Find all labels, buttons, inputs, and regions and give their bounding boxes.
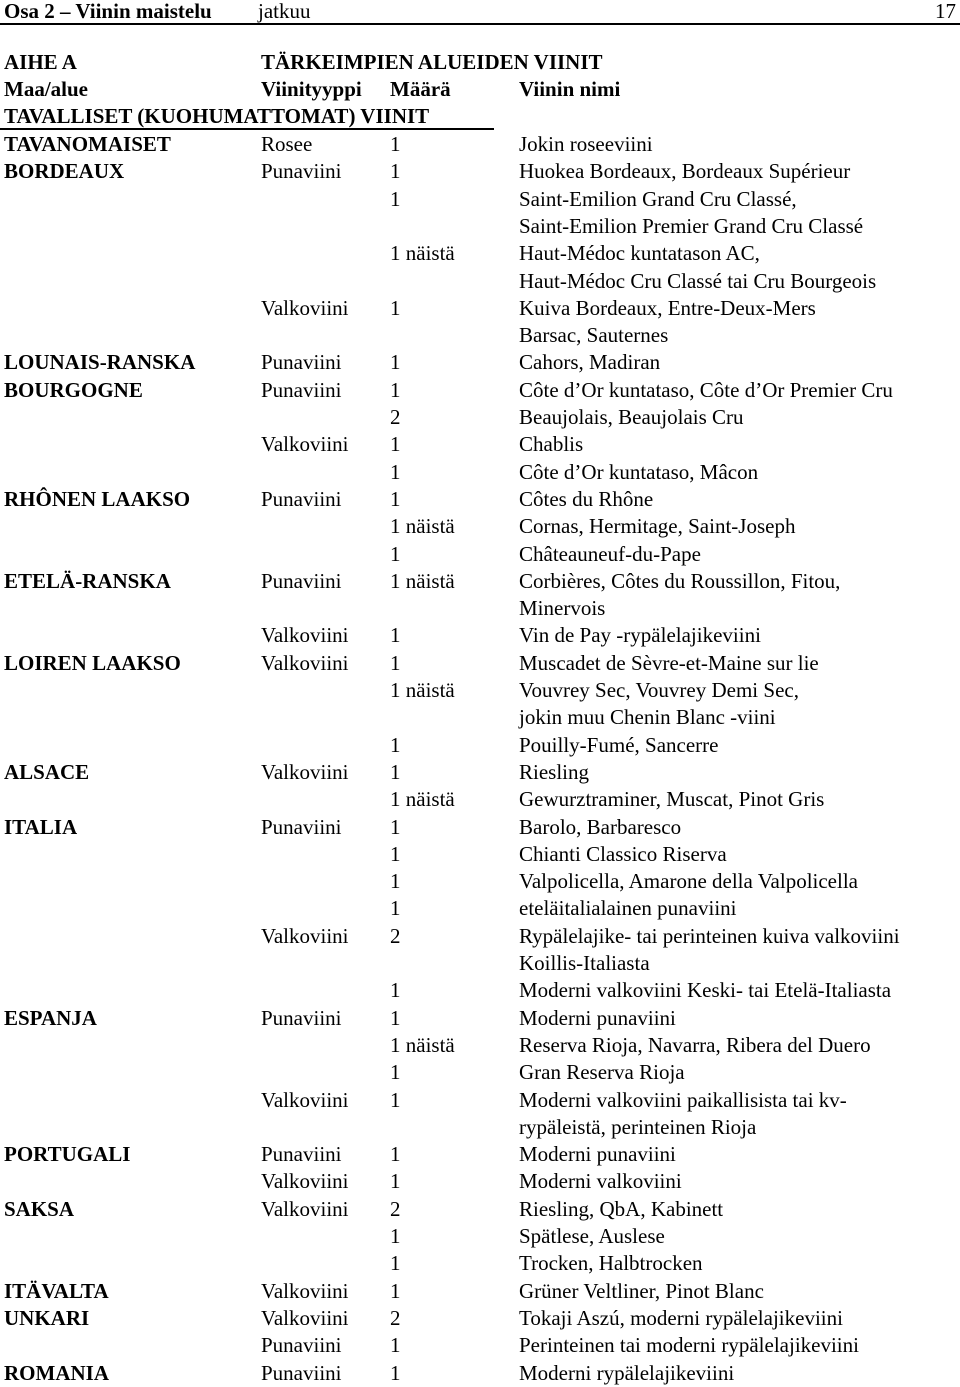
table-row bbox=[0, 650, 960, 677]
table-row bbox=[0, 923, 960, 950]
region-cell: ETELÄ-RANSKA bbox=[4, 568, 171, 593]
wine-name-cell: Tokaji Aszú, moderni rypälelajikeviini bbox=[519, 1305, 843, 1330]
quantity-cell: 1 bbox=[390, 623, 401, 648]
table-row bbox=[0, 1059, 960, 1086]
wine-name-cell: Perinteinen tai moderni rypälelajikeviini bbox=[519, 1333, 859, 1358]
region-cell: ROMANIA bbox=[4, 1360, 109, 1385]
wine-name-cell: Rypälelajike- tai perinteinen kuiva valkoviini bbox=[519, 923, 900, 948]
quantity-cell: 1 bbox=[390, 486, 401, 511]
quantity-cell: 1 bbox=[390, 841, 401, 866]
table-row bbox=[0, 213, 960, 240]
table-row bbox=[0, 513, 960, 540]
quantity-cell: 2 bbox=[390, 1196, 401, 1221]
table-row bbox=[0, 814, 960, 841]
table-row bbox=[0, 322, 960, 349]
wine-type-cell: Punaviini bbox=[261, 159, 342, 184]
wine-type-cell: Valkoviini bbox=[261, 1305, 349, 1330]
wine-name-cell: Muscadet de Sèvre-et-Maine sur lie bbox=[519, 650, 819, 675]
wine-type-cell: Valkoviini bbox=[261, 650, 349, 675]
continued-label: jatkuu bbox=[258, 0, 311, 23]
table-row bbox=[0, 895, 960, 922]
wine-name-cell: Cahors, Madiran bbox=[519, 350, 661, 375]
wine-name-cell: rypäleistä, perinteinen Rioja bbox=[519, 1114, 757, 1139]
table-row bbox=[0, 1278, 960, 1305]
quantity-cell: 1 bbox=[390, 377, 401, 402]
table-row bbox=[0, 268, 960, 295]
category-heading bbox=[0, 103, 494, 130]
wine-name-cell: Moderni valkoviini bbox=[519, 1169, 682, 1194]
wine-name-cell: Gran Reserva Rioja bbox=[519, 1060, 685, 1085]
table-row bbox=[0, 349, 960, 376]
wine-name-cell: Barolo, Barbaresco bbox=[519, 814, 682, 839]
quantity-cell: 1 bbox=[390, 814, 401, 839]
table-row bbox=[0, 622, 960, 649]
wine-name-cell: eteläitalialainen punaviini bbox=[519, 896, 737, 921]
wine-name-cell: Cornas, Hermitage, Saint-Joseph bbox=[519, 514, 796, 539]
wine-type-cell: Valkoviini bbox=[261, 295, 349, 320]
wine-name-cell: Côte d’Or kuntataso, Côte d’Or Premier Cru bbox=[519, 377, 893, 402]
table-row bbox=[0, 759, 960, 786]
table-row bbox=[0, 1196, 960, 1223]
quantity-cell: 1 bbox=[390, 1169, 401, 1194]
region-cell: LOUNAIS-RANSKA bbox=[4, 350, 196, 375]
topic-label: AIHE A bbox=[4, 50, 77, 74]
wine-name-cell: Côte d’Or kuntataso, Mâcon bbox=[519, 459, 759, 484]
wine-type-cell: Punaviini bbox=[261, 350, 342, 375]
quantity-cell: 1 bbox=[390, 1278, 401, 1303]
wine-type-cell: Valkoviini bbox=[261, 1196, 349, 1221]
wine-type-cell: Rosee bbox=[261, 132, 313, 156]
quantity-cell: 1 bbox=[390, 432, 401, 457]
wine-name-cell: Haut-Médoc kuntatason AC, bbox=[519, 241, 760, 266]
quantity-cell: 1 bbox=[390, 159, 401, 184]
quantity-cell: 1 näistä bbox=[390, 678, 455, 702]
region-cell: ALSACE bbox=[4, 759, 90, 784]
wine-name-cell: Beaujolais, Beaujolais Cru bbox=[519, 405, 744, 429]
table-row bbox=[0, 1168, 960, 1195]
column-header-row bbox=[0, 76, 960, 103]
region-cell: BOURGOGNE bbox=[4, 377, 143, 402]
wine-name-cell: Moderni valkoviini Keski- tai Etelä-Italiasta bbox=[519, 978, 892, 1003]
quantity-cell: 1 bbox=[390, 869, 401, 894]
column-header-region: Maa/alue bbox=[4, 77, 88, 101]
quantity-cell: 1 bbox=[390, 1005, 401, 1030]
table-row bbox=[0, 732, 960, 759]
table-row bbox=[0, 1114, 960, 1141]
region-cell: BORDEAUX bbox=[4, 159, 125, 184]
region-cell: UNKARI bbox=[4, 1305, 90, 1330]
wine-type-cell: Valkoviini bbox=[261, 759, 349, 784]
wine-type-cell: Valkoviini bbox=[261, 432, 349, 457]
table-row bbox=[0, 404, 960, 431]
quantity-cell: 1 bbox=[390, 350, 401, 375]
wine-type-cell: Punaviini bbox=[261, 377, 342, 402]
quantity-cell: 1 bbox=[390, 732, 401, 757]
wine-name-cell: Riesling, QbA, Kabinett bbox=[519, 1196, 724, 1221]
quantity-cell: 2 bbox=[390, 1305, 401, 1330]
wine-name-cell: Châteauneuf-du-Pape bbox=[519, 541, 701, 566]
table-title-row bbox=[0, 49, 960, 76]
wine-name-cell: Riesling bbox=[519, 759, 590, 784]
quantity-cell: 1 näistä bbox=[390, 1032, 455, 1057]
wine-type-cell: Valkoviini bbox=[261, 1278, 349, 1303]
table-row bbox=[0, 841, 960, 868]
table-row bbox=[0, 486, 960, 513]
table-row bbox=[0, 240, 960, 267]
table-row bbox=[0, 1087, 960, 1114]
quantity-cell: 1 bbox=[390, 896, 401, 921]
quantity-cell: 1 bbox=[390, 186, 401, 211]
wine-name-cell: Gewurztraminer, Muscat, Pinot Gris bbox=[519, 787, 825, 812]
wine-type-cell: Punaviini bbox=[261, 486, 342, 511]
wine-type-cell: Punaviini bbox=[261, 1360, 342, 1385]
column-header-wine-name: Viinin nimi bbox=[519, 77, 621, 101]
table-row bbox=[0, 704, 960, 731]
quantity-cell: 2 bbox=[390, 923, 401, 948]
wine-name-cell: Chianti Classico Riserva bbox=[519, 841, 727, 866]
page-header bbox=[0, 0, 960, 25]
table-row bbox=[0, 1032, 960, 1059]
table-row bbox=[0, 295, 960, 322]
wine-name-cell: Trocken, Halbtrocken bbox=[519, 1251, 703, 1276]
quantity-cell: 1 bbox=[390, 1333, 401, 1358]
section-title: Osa 2 – Viinin maistelu bbox=[4, 0, 212, 23]
wine-name-cell: Saint-Emilion Premier Grand Cru Classé bbox=[519, 213, 864, 238]
column-header-type: Viinityyppi bbox=[261, 77, 362, 101]
table-row bbox=[0, 1250, 960, 1277]
wine-type-cell: Valkoviini bbox=[261, 623, 349, 648]
region-cell: PORTUGALI bbox=[4, 1142, 131, 1167]
quantity-cell: 1 näistä bbox=[390, 568, 455, 593]
quantity-cell: 1 bbox=[390, 1360, 401, 1385]
quantity-cell: 1 bbox=[390, 650, 401, 675]
table-row bbox=[0, 1332, 960, 1359]
table-row bbox=[0, 431, 960, 458]
quantity-cell: 2 bbox=[390, 405, 401, 429]
quantity-cell: 1 bbox=[390, 1251, 401, 1276]
quantity-cell: 1 bbox=[390, 759, 401, 784]
wine-type-cell: Valkoviini bbox=[261, 923, 349, 948]
quantity-cell: 1 bbox=[390, 1224, 401, 1248]
wine-name-cell: jokin muu Chenin Blanc -viini bbox=[519, 705, 776, 730]
quantity-cell: 1 bbox=[390, 459, 401, 484]
wine-name-cell: Saint-Emilion Grand Cru Classé, bbox=[519, 186, 797, 211]
table-row bbox=[0, 868, 960, 895]
quantity-cell: 1 bbox=[390, 1060, 401, 1085]
category-label: TAVALLISET (KUOHUMATTOMAT) VIINIT bbox=[4, 104, 430, 128]
table-title: TÄRKEIMPIEN ALUEIDEN VIINIT bbox=[261, 50, 603, 74]
region-cell: ESPANJA bbox=[4, 1005, 97, 1030]
quantity-cell: 1 bbox=[390, 541, 401, 566]
table-row bbox=[0, 541, 960, 568]
quantity-cell: 1 näistä bbox=[390, 241, 455, 266]
wine-name-cell: Jokin roseeviini bbox=[519, 132, 653, 156]
wine-name-cell: Moderni rypälelajikeviini bbox=[519, 1360, 735, 1385]
quantity-cell: 1 näistä bbox=[390, 514, 455, 539]
wine-name-cell: Haut-Médoc Cru Classé tai Cru Bourgeois bbox=[519, 268, 877, 293]
wine-name-cell: Barsac, Sauternes bbox=[519, 323, 669, 348]
table-row bbox=[0, 1141, 960, 1168]
table-row bbox=[0, 1305, 960, 1332]
wine-name-cell: Grüner Veltliner, Pinot Blanc bbox=[519, 1278, 764, 1303]
wine-name-cell: Kuiva Bordeaux, Entre-Deux-Mers bbox=[519, 295, 816, 320]
table-row bbox=[0, 377, 960, 404]
quantity-cell: 1 näistä bbox=[390, 787, 455, 812]
wine-name-cell: Chablis bbox=[519, 432, 584, 457]
table-row bbox=[0, 568, 960, 595]
wine-type-cell: Punaviini bbox=[261, 1142, 342, 1167]
quantity-cell: 1 bbox=[390, 1087, 401, 1112]
region-cell: ITÄVALTA bbox=[4, 1278, 109, 1303]
wine-name-cell: Pouilly-Fumé, Sancerre bbox=[519, 732, 719, 757]
region-cell: TAVANOMAISET bbox=[4, 132, 171, 156]
table-row bbox=[0, 1360, 960, 1387]
region-cell: RHÔNEN LAAKSO bbox=[4, 486, 191, 511]
wine-name-cell: Minervois bbox=[519, 596, 606, 621]
wine-type-cell: Valkoviini bbox=[261, 1169, 349, 1194]
wine-name-cell: Moderni valkoviini paikallisista tai kv- bbox=[519, 1087, 847, 1112]
column-header-quantity: Määrä bbox=[390, 77, 451, 101]
wine-name-cell: Vouvrey Sec, Vouvrey Demi Sec, bbox=[519, 678, 799, 702]
wine-name-cell: Valpolicella, Amarone della Valpolicella bbox=[519, 869, 858, 894]
quantity-cell: 1 bbox=[390, 1142, 401, 1167]
table-row bbox=[0, 131, 960, 158]
region-cell: ITALIA bbox=[4, 814, 78, 839]
wine-name-cell: Moderni punaviini bbox=[519, 1005, 676, 1030]
wine-name-cell: Reserva Rioja, Navarra, Ribera del Duero bbox=[519, 1032, 871, 1057]
table-row bbox=[0, 786, 960, 813]
quantity-cell: 1 bbox=[390, 978, 401, 1003]
wine-type-cell: Punaviini bbox=[261, 568, 342, 593]
table-row bbox=[0, 595, 960, 622]
table-row bbox=[0, 1005, 960, 1032]
table-row bbox=[0, 950, 960, 977]
wine-name-cell: Moderni punaviini bbox=[519, 1142, 676, 1167]
wine-type-cell: Punaviini bbox=[261, 814, 342, 839]
region-cell: SAKSA bbox=[4, 1196, 75, 1221]
wine-name-cell: Spätlese, Auslese bbox=[519, 1224, 665, 1248]
quantity-cell: 1 bbox=[390, 295, 401, 320]
wine-name-cell: Corbières, Côtes du Roussillon, Fitou, bbox=[519, 568, 841, 593]
wine-type-cell: Punaviini bbox=[261, 1333, 342, 1358]
table-row bbox=[0, 977, 960, 1004]
page-number: 17 bbox=[935, 0, 956, 23]
table-row bbox=[0, 459, 960, 486]
quantity-cell: 1 bbox=[390, 132, 401, 156]
wine-type-cell: Valkoviini bbox=[261, 1087, 349, 1112]
table-row bbox=[0, 186, 960, 213]
wine-name-cell: Koillis-Italiasta bbox=[519, 951, 650, 975]
table-row bbox=[0, 677, 960, 704]
table-row bbox=[0, 158, 960, 185]
table-row bbox=[0, 1223, 960, 1250]
wine-name-cell: Huokea Bordeaux, Bordeaux Supérieur bbox=[519, 159, 851, 184]
region-cell: LOIREN LAAKSO bbox=[4, 650, 181, 675]
wine-name-cell: Vin de Pay -rypälelajikeviini bbox=[519, 623, 761, 648]
wine-type-cell: Punaviini bbox=[261, 1005, 342, 1030]
wine-name-cell: Côtes du Rhône bbox=[519, 486, 654, 511]
